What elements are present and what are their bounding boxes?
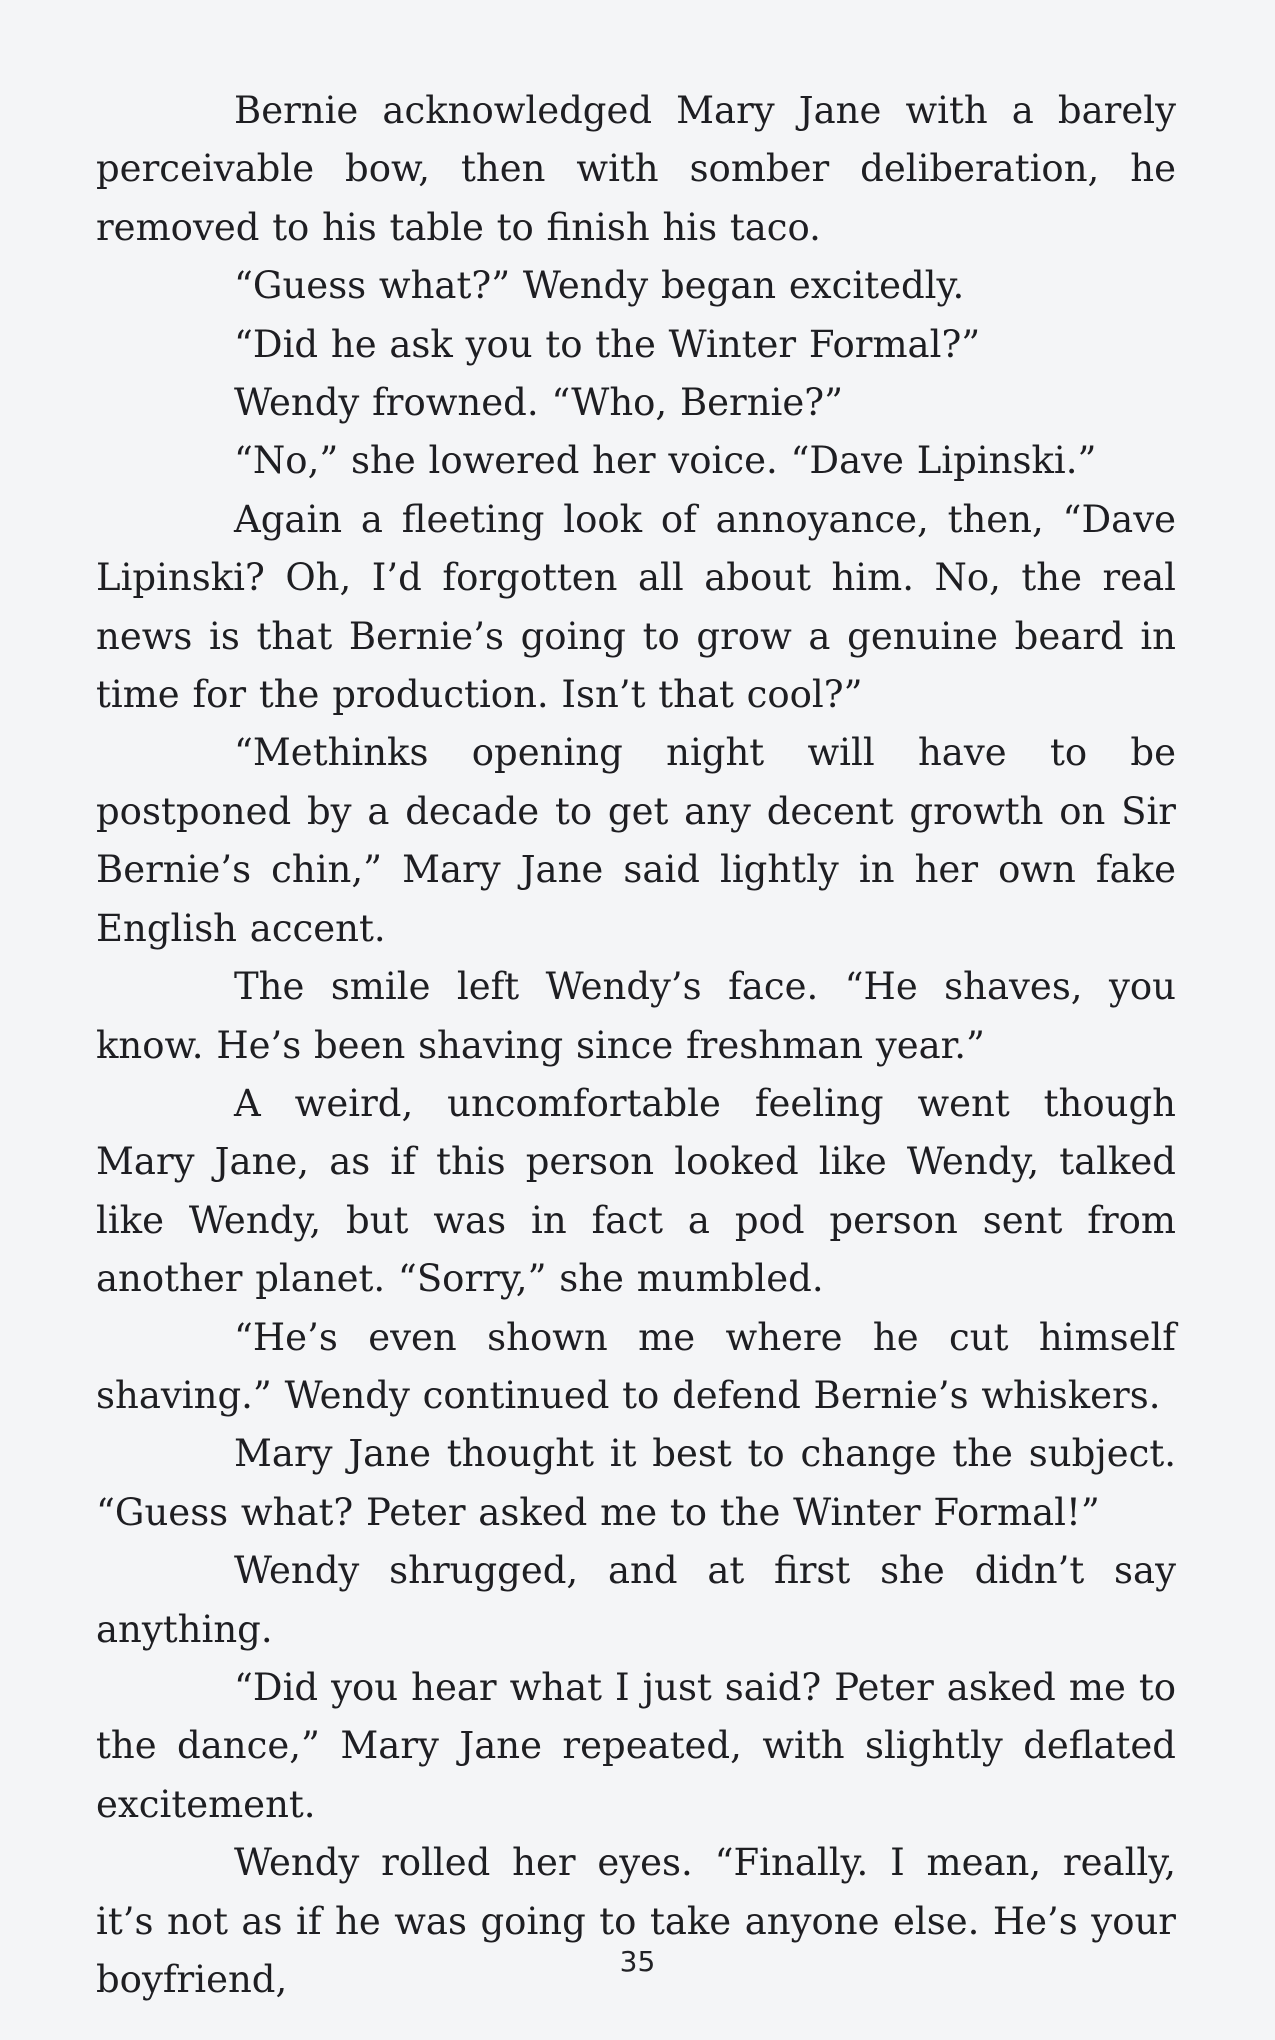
page-body-text (96, 82, 1176, 2009)
paragraph-7: “Methinks opening night will have to be postponed by a decade to get any decent growth on Sir Bernie’s chin,” Mary Jane said lightly in her own fake English accent. (96, 731, 1176, 950)
page-number: 35 (619, 1945, 656, 1978)
paragraph-2: “Guess what?” Wendy began excitedly. (234, 264, 965, 308)
paragraph-6: Again a fleeting look of annoyance, then, “Dave Lipinski? Oh, I’d forgotten all about him. No, the real news is that Bernie’s going to grow a genuine beard in time for the production. Isn’t that cool?” (96, 497, 1176, 717)
paragraph-13: “Did you hear what I just said? Peter asked me to the dance,” Mary Jane repeated, with slightly deflated excitement. (96, 1665, 1176, 1826)
paragraph-10: “He’s even shown me where he cut himself shaving.” Wendy continued to defend Bernie’s whiskers. (96, 1315, 1176, 1417)
paragraph-5: “No,” she lowered her voice. “Dave Lipinski.” (234, 439, 1097, 483)
paragraph-8: The smile left Wendy’s face. “He shaves, you know. He’s been shaving since freshman year.” (96, 965, 1176, 1067)
paragraph-11: Mary Jane thought it best to change the subject. “Guess what? Peter asked me to the Winter Formal!” (96, 1432, 1176, 1534)
paragraph-12: Wendy shrugged, and at first she didn’t say anything. (96, 1549, 1176, 1651)
paragraph-14: Wendy rolled her eyes. “Finally. I mean, really, it’s not as if he was going to take anyone else. He’s your boyfriend, (96, 1841, 1176, 2001)
paragraph-4: Wendy frowned. “Who, Bernie?” (234, 381, 844, 425)
paragraph-1: Bernie acknowledged Mary Jane with a barely perceivable bow, then with somber deliberation, he removed to his table to finish his taco. (96, 89, 1176, 249)
paragraph-3: “Did he ask you to the Winter Formal?” (234, 322, 981, 366)
paragraph-9: A weird, uncomfortable feeling went though Mary Jane, as if this person looked like Wendy, talked like Wendy, but was in fact a pod person sent from another planet. “Sorry,” she mumbled. (96, 1081, 1176, 1301)
